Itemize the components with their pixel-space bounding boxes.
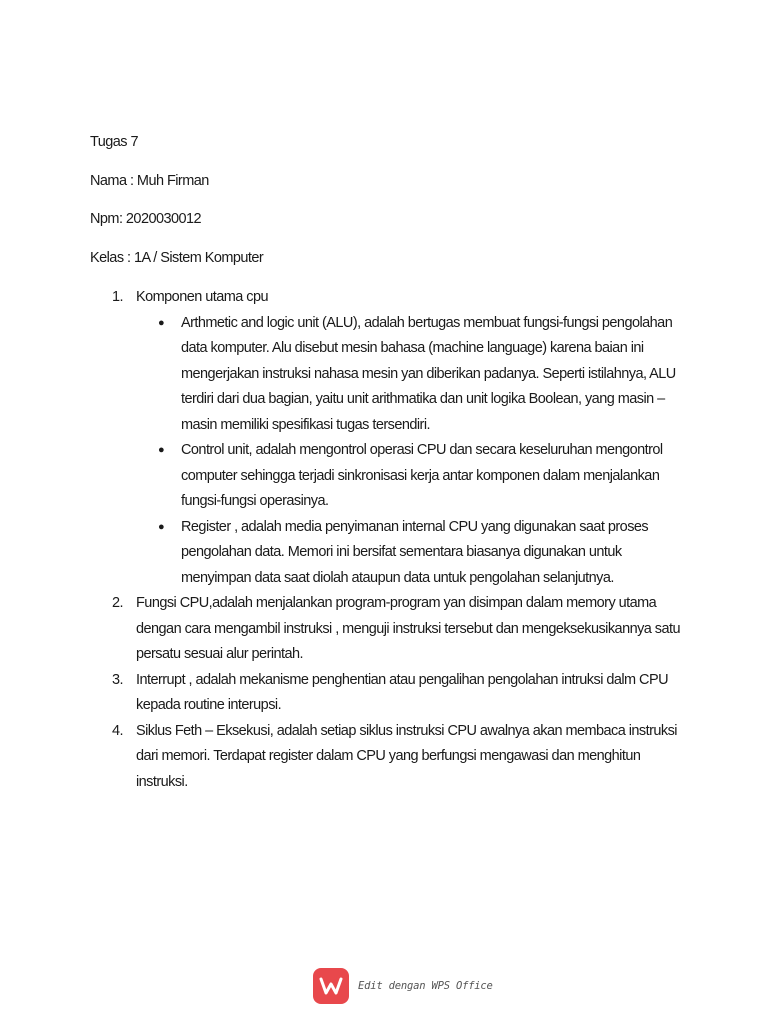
bullet-icon: ● (158, 316, 165, 329)
list-item (90, 719, 685, 796)
list-item-text: Fungsi CPU,adalah menjalankan program-program yan disimpan dalam memory utama dengan cara mengambil instruksi , menguji instruksi tersebut dan mengeksekusikannya satu persatu sesuai alur perintah. (136, 595, 680, 662)
bullet-icon: ● (158, 520, 165, 533)
list-number: 2. (112, 595, 123, 611)
student-npm: Npm: 2020030012 (90, 211, 202, 227)
list-number: 3. (112, 671, 123, 688)
list-item (90, 591, 685, 668)
bullet-item (136, 311, 685, 439)
watermark-text: Edit dengan WPS Office (358, 980, 493, 992)
numbered-list (90, 285, 685, 795)
student-class: Kelas : 1A / Sistem Komputer (90, 249, 264, 266)
list-item-text: Interrupt , adalah mekanisme penghentian atau pengalihan pengolahan intruksi dalm CPU kepada routine interupsi. (136, 671, 669, 713)
list-number: 1. (112, 289, 123, 305)
bullet-text: Arthmetic and logic unit (ALU), adalah bertugas membuat fungsi-fungsi pengolahan data komputer. Alu disebut mesin bahasa (machine language) karena baian ini mengerjakan instruksi nahasa mesin yan diberikan padanya. Seperti istilahnya, ALU terdiri dari dua bagian, yaitu unit arithmatika dan unit logika Boolean, yang masin –masin memiliki spesifikasi tugas tersendiri. (181, 314, 676, 433)
bullet-icon: ● (158, 444, 165, 456)
document-page (90, 128, 690, 790)
list-item-text: Komponen utama cpu (136, 289, 268, 305)
list-item (90, 668, 685, 719)
list-number: 4. (112, 722, 123, 739)
wps-office-logo-icon (313, 968, 349, 1004)
student-name: Nama : Muh Firman (90, 172, 209, 189)
bullet-list (136, 311, 685, 592)
document-title: Tugas 7 (90, 134, 139, 150)
wps-watermark (313, 966, 493, 1006)
bullet-text: Register , adalah media penyimanan internal CPU yang digunakan saat proses pengolahan data. Memori ini bersifat sementara biasanya digunakan untuk menyimpan data saat diolah ataupun data untuk pengolahan selanjutnya. (181, 518, 649, 586)
list-item (90, 285, 685, 591)
bullet-item (136, 515, 685, 592)
list-item-text: Siklus Feth – Eksekusi, adalah setiap siklus instruksi CPU awalnya akan membaca instruksi dari memori. Terdapat register dalam CPU yang berfungsi mengawasi dan menghitun instruksi. (136, 722, 677, 790)
bullet-text: Control unit, adalah mengontrol operasi CPU dan secara keseluruhan mengontrol computer sehingga terjadi sinkronisasi kerja antar komponen dalam menjalankan fungsi-fungsi operasinya. (181, 442, 663, 509)
bullet-item (136, 438, 685, 515)
